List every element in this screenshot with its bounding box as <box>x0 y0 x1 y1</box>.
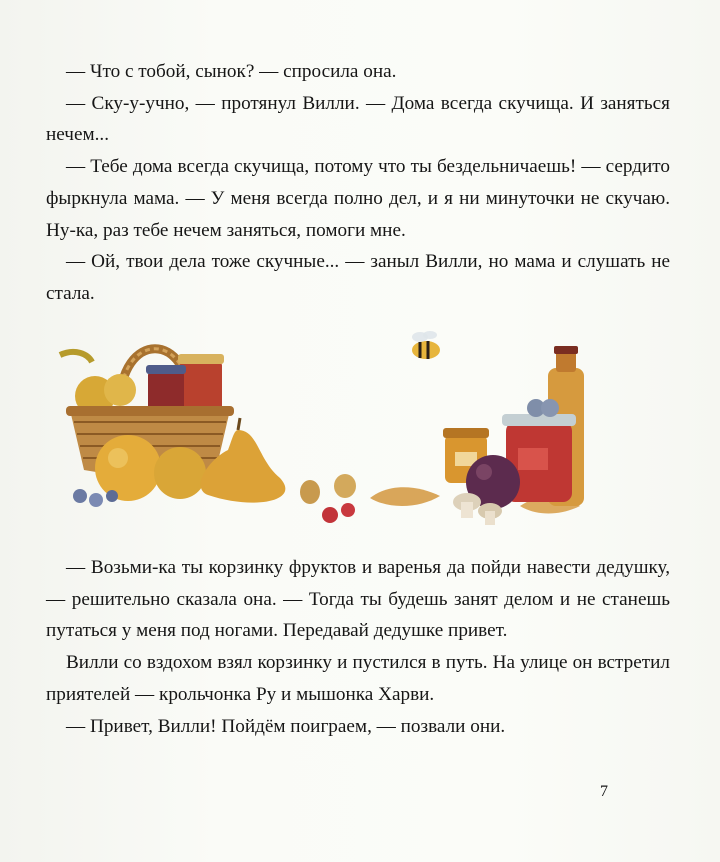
fruit-basket-illustration <box>40 310 680 540</box>
paragraph: — Возьми-ка ты корзинку фруктов и варенья да пойди навести дедушку, — решительно сказала она. — Тогда ты будешь занят делом и не станешь путаться у меня под ногами. Передавай дедушке привет. <box>46 557 670 642</box>
acorn <box>300 480 320 504</box>
page-number: 7 <box>600 783 608 800</box>
paragraph: — Ой, твои дела тоже скучные... — заныл Вилли, но мама и слушать не стала. <box>46 251 670 304</box>
apple <box>95 435 161 501</box>
paragraph: — Тебе дома всегда скучища, потому что ты бездельничаешь! — сердито фыркнула мама. — У меня всегда полно дел, и я ни минуточки не скучаю. Ну-ка, раз тебе нечем заняться, помоги мне. <box>46 156 670 241</box>
leaf <box>370 487 440 506</box>
jar <box>148 370 184 412</box>
paragraph: — Что с тобой, сынок? — спросила она. <box>66 61 397 82</box>
paragraph: — Ску-у-учно, — протянул Вилли. — Дома всегда скучища. И заняться нечем... <box>46 92 670 146</box>
berry <box>322 507 338 523</box>
bee-icon <box>412 331 440 359</box>
text-block-top <box>46 56 670 310</box>
jar <box>180 360 222 412</box>
text-block-bottom <box>46 552 670 742</box>
paragraph: — Привет, Вилли! Пойдём поиграем, — позвали они. <box>66 715 506 737</box>
paragraph: Вилли со вздохом взял корзинку и пустился в путь. На улице он встретил приятелей — крольчонка Ру и мышонка Харви. <box>46 652 670 705</box>
apple <box>154 447 206 499</box>
